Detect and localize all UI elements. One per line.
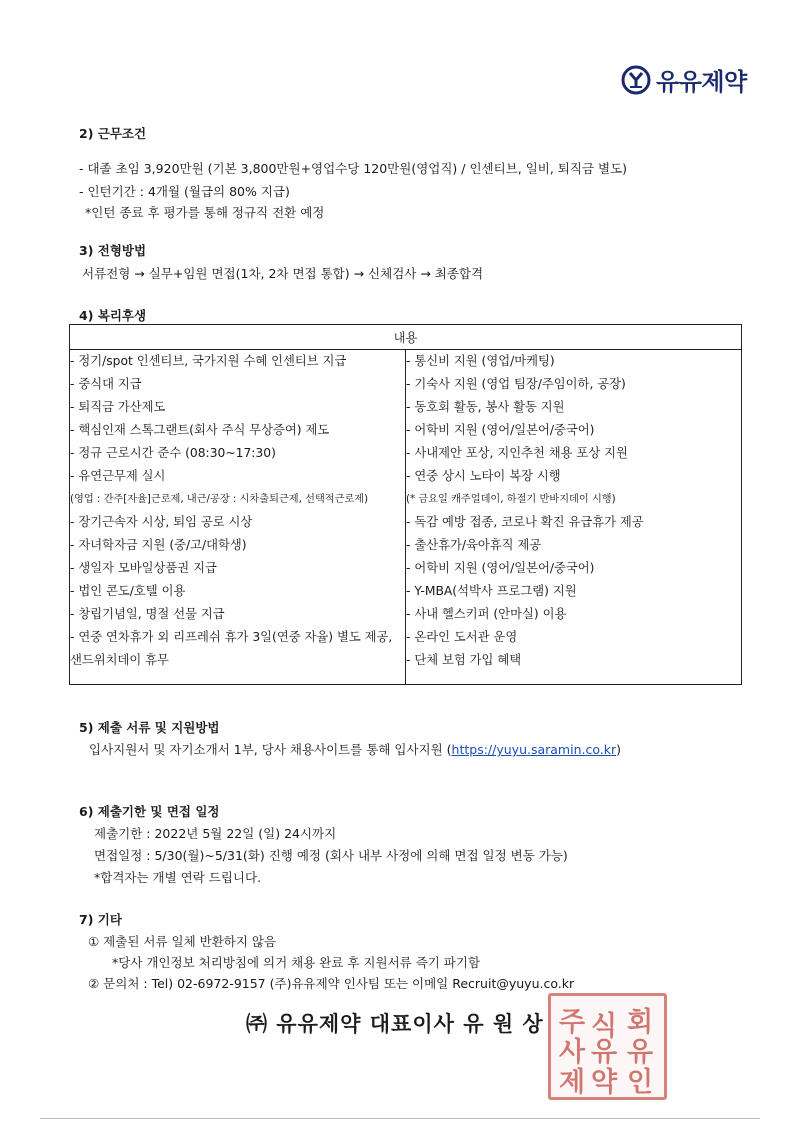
- section-title-benefits: 4) 복리후생: [79, 308, 147, 323]
- salary-line: - 대졸 초임 3,920만원 (기본 3,800만원+영업수당 120만원(영업직) / 인센티브, 일비, 퇴직금 별도): [79, 161, 628, 176]
- benefits-right-column: [406, 350, 742, 685]
- list-item-note: (영업 : 간주[자율]근로제, 내근/공장 : 시차출퇴근제, 선택적근로제): [70, 494, 369, 505]
- list-item: - Y-MBA(석박사 프로그램) 지원: [406, 584, 577, 598]
- list-item: - 사내 헬스키퍼 (안마실) 이용: [406, 607, 567, 621]
- list-item: - 유연근무제 실시: [70, 469, 166, 483]
- ceo-signature-line: ㈜ 유유제약 대표이사 유 원 상: [246, 1012, 544, 1036]
- list-item: - 생일자 모바일상품권 지급: [70, 561, 217, 575]
- list-item: - 퇴직금 가산제도: [70, 400, 166, 414]
- list-item: - 정규 근로시간 준수 (08:30~17:30): [70, 446, 276, 460]
- intern-note-line: *인턴 종료 후 평가를 통해 정규직 전환 예정: [85, 205, 325, 220]
- list-item: - 독감 예방 접종, 코로나 확진 유급휴가 제공: [406, 515, 644, 529]
- list-item: - 핵심인재 스톡그랜트(회사 주식 무상증여) 제도: [70, 423, 330, 437]
- section-title-deadline: 6) 제출기한 및 면접 일정: [79, 804, 220, 819]
- list-item: - 온라인 도서관 운영: [406, 630, 518, 644]
- benefits-left-column: [70, 350, 406, 685]
- list-item-note: (* 금요일 캐주얼데이, 하절기 반바지데이 시행): [406, 494, 616, 505]
- intern-period-line: - 인턴기간 : 4개월 (월급의 80% 지급): [79, 184, 290, 199]
- list-item: - 장기근속자 시상, 퇴임 공로 시상: [70, 515, 253, 529]
- list-item: - 동호회 활동, 봉사 활동 지원: [406, 400, 565, 414]
- list-item: - 정기/spot 인센티브, 국가지원 수혜 인센티브 지급: [70, 354, 347, 368]
- list-item: - 연중 상시 노타이 복장 시행: [406, 469, 561, 483]
- list-item: - 기숙사 지원 (영업 팀장/주임이하, 공장): [406, 377, 626, 391]
- list-item: - 법인 콘도/호텔 이용: [70, 584, 186, 598]
- interview-schedule-line: 면접일정 : 5/30(월)~5/31(화) 진행 예정 (회사 내부 사정에 의해 면접 일정 변동 가능): [94, 848, 568, 863]
- company-logo: [621, 62, 747, 97]
- list-item: - 출산휴가/육아휴직 제공: [406, 538, 542, 552]
- section-title-selection: 3) 전형방법: [79, 243, 147, 258]
- list-item: - 중식대 지급: [70, 377, 142, 391]
- page-bottom-line: [40, 1118, 760, 1119]
- etc-item-1: ① 제출된 서류 일체 반환하지 않음: [88, 934, 277, 949]
- list-item: - 사내제안 포상, 지인추천 채용 포상 지원: [406, 446, 628, 460]
- list-item: - 연중 연차휴가 외 리프레쉬 휴가 3일(연중 자율) 별도 제공, 샌드위치데이 휴무: [70, 630, 393, 667]
- logo-text: 유유제약: [656, 68, 747, 96]
- application-text-end: ): [616, 742, 622, 757]
- list-item: - 어학비 지원 (영어/일본어/중국어): [406, 561, 595, 575]
- etc-item-1-note: *당사 개인정보 처리방침에 의거 채용 완료 후 지원서류 즉기 파기함: [112, 955, 481, 970]
- selection-process-line: 서류전형 → 실무+임원 면접(1차, 2차 면접 통합) → 신체검사 → 최종합격: [82, 266, 484, 281]
- application-text: 입사지원서 및 자기소개서 1부, 당사 채용사이트를 통해 입사지원 (: [89, 742, 452, 757]
- recruit-site-link[interactable]: https://yuyu.saramin.co.kr: [451, 742, 617, 757]
- list-item: - 어학비 지원 (영어/일본어/중국어): [406, 423, 595, 437]
- section-title-application: 5) 제출 서류 및 지원방법: [79, 720, 220, 735]
- list-item: - 통신비 지원 (영업/마케팅): [406, 354, 555, 368]
- application-method-line: [89, 740, 621, 758]
- list-item: - 창립기념일, 명절 선물 지급: [70, 607, 225, 621]
- section-title-work-conditions: 2) 근무조건: [79, 126, 147, 141]
- company-seal-stamp: 주 식 회 사 유 유 제 약 인: [548, 993, 667, 1100]
- deadline-line: 제출기한 : 2022년 5월 22일 (일) 24시까지: [94, 826, 337, 841]
- contact-note-line: *합격자는 개별 연락 드립니다.: [94, 870, 262, 885]
- yuyu-logo-icon: [621, 65, 651, 95]
- list-item: - 자녀학자금 지원 (중/고/대학생): [70, 538, 247, 552]
- benefits-table-header: 내용: [70, 325, 742, 350]
- section-title-etc: 7) 기타: [79, 912, 122, 927]
- benefits-table: [69, 324, 742, 685]
- etc-item-2-contact: ② 문의처 : Tel) 02-6972-9157 (주)유유제약 인사팀 또는 이메일 Recruit@yuyu.co.kr: [88, 976, 575, 991]
- list-item: - 단체 보험 가입 혜택: [406, 653, 522, 667]
